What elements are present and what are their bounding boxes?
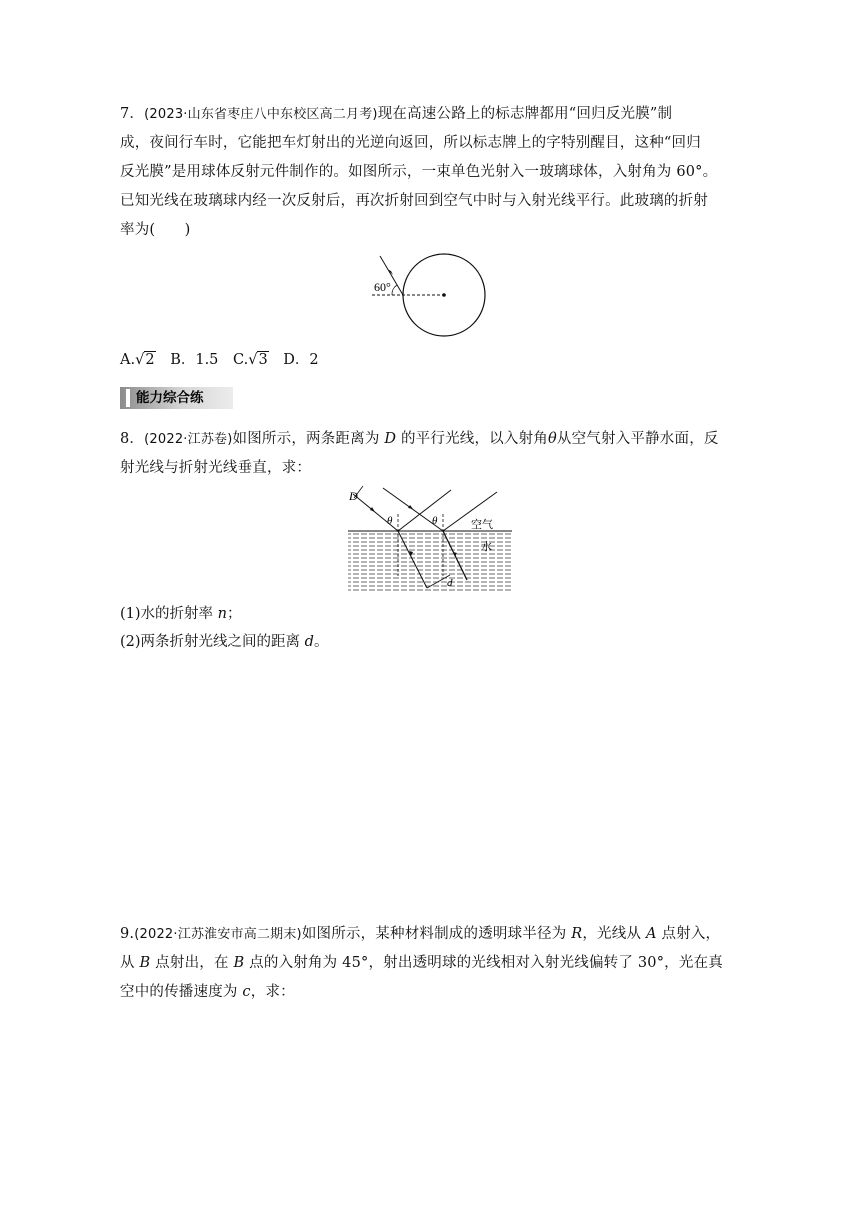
q9-text-1b: ，光线从 — [582, 926, 646, 942]
q8-text-1a: 如图所示，两条距离为 — [232, 431, 385, 447]
arrow-icon — [370, 507, 375, 512]
q9-number: 9. — [120, 926, 135, 942]
option-c-radicand: 3 — [258, 352, 268, 368]
q8-var-theta: θ — [547, 431, 557, 447]
banner-bar-icon — [126, 389, 130, 407]
q7-angle-label: 60° — [374, 280, 391, 294]
q7-text-5: 率为( ) — [120, 222, 191, 238]
option-b[interactable]: B．1.5 — [170, 352, 219, 368]
q9-text-2b: 点射出，在 — [150, 955, 234, 971]
q8-label-D: D — [349, 489, 358, 503]
q7-glass-sphere-figure — [360, 250, 500, 342]
option-d[interactable]: D．2 — [283, 352, 319, 368]
section-banner — [120, 387, 233, 409]
q8-sub1-var: n — [217, 606, 227, 622]
q8-label-theta-2: θ — [432, 515, 438, 527]
option-a-prefix: A. — [120, 352, 136, 368]
q9-var-A: A — [645, 926, 657, 942]
sqrt-icon: √2 — [135, 352, 155, 368]
q7-text-3: 反光膜”是用球体反射元件制作的。如图所示，一束单色光射入一玻璃球体，入射角为 60°。 — [120, 164, 718, 180]
q9-var-c: c — [242, 984, 251, 1000]
q9-text-1c: 点射入， — [656, 926, 721, 942]
option-a-radicand: 2 — [145, 352, 155, 368]
q7-text-2: 成，夜间行车时，它能把车灯射出的光逆向返回，所以标志牌上的字特别醒目，这种“回归 — [120, 135, 701, 151]
q9-var-B1: B — [139, 955, 151, 971]
question-7 — [120, 100, 744, 245]
option-c-prefix: C. — [233, 352, 249, 368]
section-title: 能力综合练 — [136, 390, 204, 406]
q7-text-4: 已知光线在玻璃球内经一次反射后，再次折射回到空气中时与入射光线平行。此玻璃的折射 — [120, 193, 708, 209]
q8-label-d: d — [447, 577, 453, 589]
question-8 — [120, 425, 744, 483]
q9-line-3 — [120, 978, 744, 1007]
q8-number: 8． — [120, 431, 145, 447]
q8-sub2-var: d — [304, 634, 314, 650]
q9-line-1 — [120, 920, 744, 949]
q8-sub1-end: ； — [227, 606, 242, 622]
q9-text-2a: 从 — [120, 955, 140, 971]
q8-sub-2 — [120, 628, 328, 656]
arrow-icon — [408, 505, 413, 509]
q8-source: (2022·江苏卷) — [144, 432, 233, 447]
q8-label-theta-1: θ — [387, 515, 393, 527]
q7-number: 7． — [120, 106, 145, 122]
q9-source: (2022·江苏淮安市高二期末) — [134, 927, 302, 942]
q9-line-2 — [120, 949, 744, 978]
option-c[interactable] — [233, 352, 269, 368]
q7-line-1 — [120, 100, 744, 129]
q8-water-refraction-figure — [345, 484, 515, 596]
angle-arc — [392, 285, 397, 295]
q8-var-D: D — [384, 431, 397, 447]
q8-sub2-text: (2)两条折射光线之间的距离 — [120, 634, 305, 650]
option-a[interactable] — [120, 352, 156, 368]
sqrt-icon: √3 — [248, 352, 268, 368]
q8-sub1-text: (1)水的折射率 — [120, 606, 218, 622]
q7-source: (2023·山东省枣庄八中东校区高二月考) — [144, 107, 378, 122]
q8-line-1 — [120, 425, 744, 454]
q8-label-air: 空气 — [471, 519, 493, 531]
q8-text-2: 射光线与折射光线垂直，求： — [120, 460, 312, 476]
q7-options — [120, 346, 329, 374]
q9-text-2c: 点的入射角为 45°，射出透明球的光线相对入射光线偏转了 30°，光在真 — [244, 955, 723, 971]
q9-var-R: R — [571, 926, 583, 942]
q8-text-1c: 从空气射入平静水面，反 — [556, 431, 719, 447]
q9-text-3a: 空中的传播速度为 — [120, 984, 243, 1000]
q9-text-3b: ，求： — [250, 984, 295, 1000]
q8-label-water: 水 — [481, 541, 492, 553]
q7-text-1: 现在高速公路上的标志牌都用“回归反光膜”制 — [377, 106, 673, 122]
q8-text-1b: 的平行光线，以入射角 — [396, 431, 548, 447]
q8-sub-1 — [120, 600, 242, 628]
question-9 — [120, 920, 744, 1007]
q9-text-1a: 如图所示，某种材料制成的透明球半径为 — [301, 926, 572, 942]
q8-sub2-end: 。 — [313, 634, 329, 650]
q9-var-B2: B — [233, 955, 245, 971]
incident-ray-arrow-icon — [387, 269, 393, 275]
